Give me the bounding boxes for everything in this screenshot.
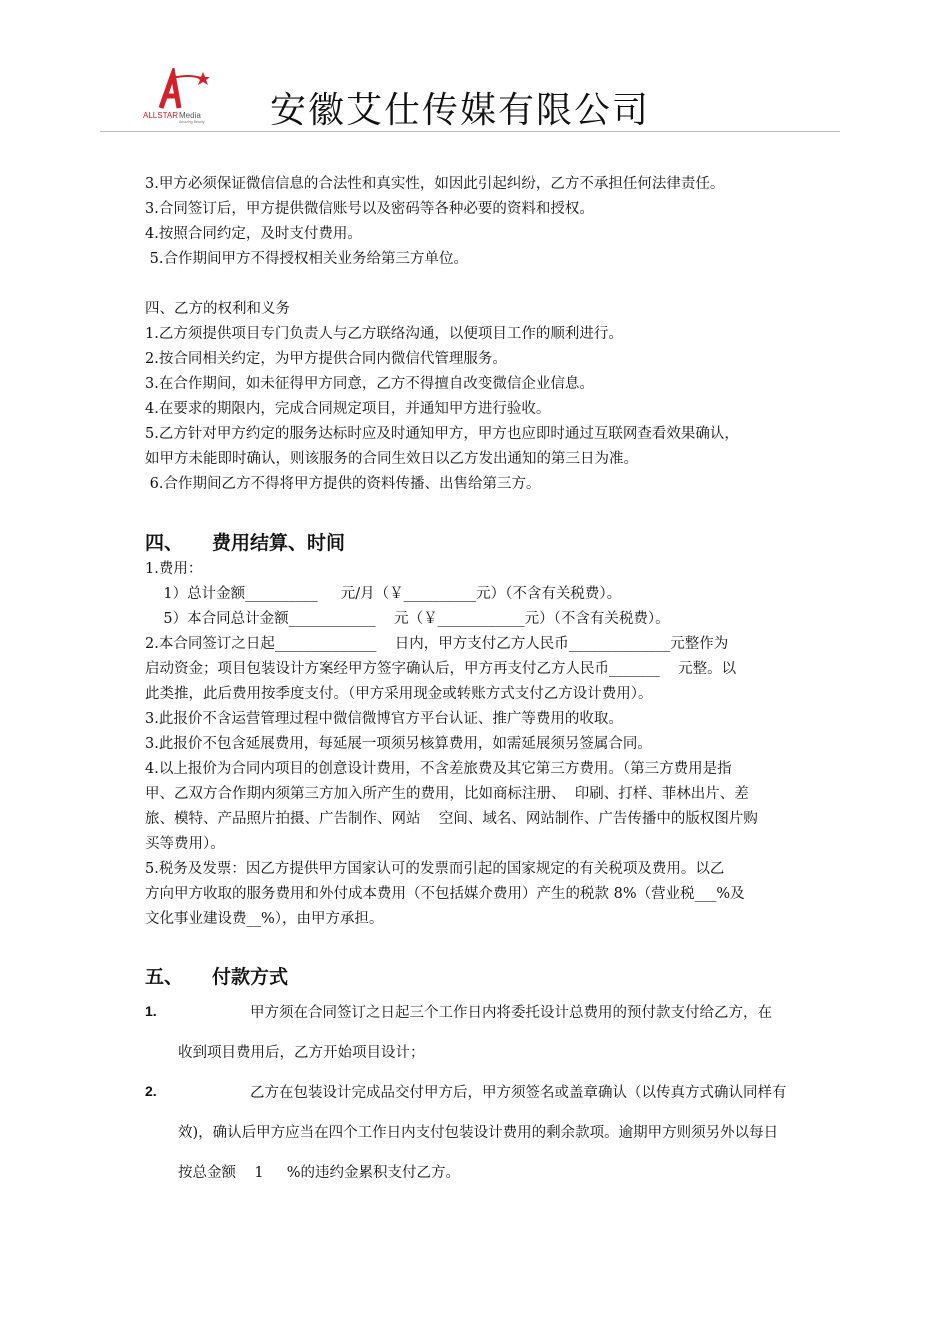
svg-text:Amazing Beauty: Amazing Beauty <box>179 120 205 124</box>
text-line: 四、乙方的权利和义务 <box>145 301 290 317</box>
svg-text:ALLSTAR: ALLSTAR <box>143 111 178 120</box>
text-line: 方向甲方收取的服务费用和外付成本费用（不包括媒介费用）产生的税款 8%（营业税___%及 <box>145 886 745 902</box>
text-line: 5.税务及发票：因乙方提供甲方国家认可的发票而引起的国家规定的有关税项及费用。以乙 <box>145 861 725 877</box>
text-line: 文化事业建设费__%），由甲方承担。 <box>145 911 384 927</box>
text-line: 效)，确认后甲方应当在四个工作日内支付包装设计费用的剩余款项。逾期甲方则须另外以每日 <box>178 1125 779 1141</box>
text-line: 3.甲方必须保证微信信息的合法性和真实性，如因此引起纠纷，乙方不承担任何法律责任。 <box>145 176 725 192</box>
text-line: 1.乙方须提供项目专门负责人与乙方联络沟通，以便项目工作的顺利进行。 <box>145 326 623 342</box>
section-heading <box>145 528 346 555</box>
text-line: 6.合作期间乙方不得将甲方提供的资料传播、出售给第三方。 <box>145 476 541 492</box>
section-number: 四、 <box>145 532 184 554</box>
text-line: 甲方须在合同签订之日起三个工作日内将委托设计总费用的预付款支付给乙方，在 <box>250 1005 772 1021</box>
text-line: 3.此报价不包含延展费用，每延展一项须另核算费用，如需延展须另签属合同。 <box>145 736 652 752</box>
text-line: 2.本合同签订之日起______________ 日内，甲方支付乙方人民币______________元整作为 <box>145 636 729 652</box>
text-line: 此类推，此后费用按季度支付。（甲方采用现金或转账方式支付乙方设计费用）。 <box>145 686 653 702</box>
text-line: 按总金额 1 %的违约金累积支付乙方。 <box>178 1165 460 1181</box>
text-line: 1.费用： <box>145 561 203 577</box>
text-line: 如甲方未能即时确认，则该服务的合同生效日以乙方发出通知的第三日为准。 <box>145 451 638 467</box>
text-line: 启动资金；项目包装设计方案经甲方签字确认后，甲方再支付乙方人民币_______ 元整。以 <box>145 661 737 677</box>
allstar-logo <box>143 68 213 124</box>
text-line: 收到项目费用后，乙方开始项目设计； <box>178 1045 425 1061</box>
text-line: 5.乙方针对甲方约定的服务达标时应及时通知甲方，甲方也应即时通过互联网查看效果确认， <box>145 426 739 442</box>
text-line: 4.在要求的期限内，完成合同规定项目，并通知甲方进行验收。 <box>145 401 551 417</box>
text-line: 4.按照合同约定，及时支付费用。 <box>145 226 362 242</box>
text-line: 旅、模特、产品照片拍摄、广告制作、网站 空间、域名、网站制作、广告传播中的版权图片购 <box>145 811 758 827</box>
text-line: 买等费用）。 <box>145 836 225 852</box>
text-line: 3.此报价不含运营管理过程中微信微博官方平台认证、推广等费用的收取。 <box>145 711 623 727</box>
company-title: 安徽艾仕传媒有限公司 <box>270 90 651 131</box>
section-title: 付款方式 <box>212 966 289 988</box>
text-line: 5）本合同总计金额____________ 元（￥____________元）（不含有关税费）。 <box>145 611 670 627</box>
header-divider <box>100 131 840 132</box>
text-line: 3.在合作期间，如未征得甲方同意，乙方不得擅自改变微信企业信息。 <box>145 376 594 392</box>
section-heading <box>145 962 289 989</box>
text-line: 3.合同签订后，甲方提供微信账号以及密码等各种必要的资料和授权。 <box>145 201 594 217</box>
text-line: 2. <box>145 1083 157 1099</box>
text-line: 1. <box>145 1003 157 1019</box>
text-line: 4.以上报价为合同内项目的创意设计费用，不含差旅费及其它第三方费用。（第三方费用是指 <box>145 761 732 777</box>
section-number: 五、 <box>145 966 184 988</box>
text-line: 2.按合同相关约定，为甲方提供合同内微信代管理服务。 <box>145 351 507 367</box>
text-line: 乙方在包装设计完成品交付甲方后，甲方须签名或盖章确认（以传真方式确认同样有 <box>250 1085 787 1101</box>
text-line: 甲、乙双方合作期内须第三方加入所产生的费用，比如商标注册、 印刷、打样、菲林出片、差 <box>145 786 749 802</box>
text-line: 1）总计金额__________ 元/月（￥__________元）（不含有关税费）。 <box>145 586 622 602</box>
svg-text:Media: Media <box>179 111 201 120</box>
text-line: 5.合作期间甲方不得授权相关业务给第三方单位。 <box>145 251 468 267</box>
section-title: 费用结算、时间 <box>212 532 346 554</box>
